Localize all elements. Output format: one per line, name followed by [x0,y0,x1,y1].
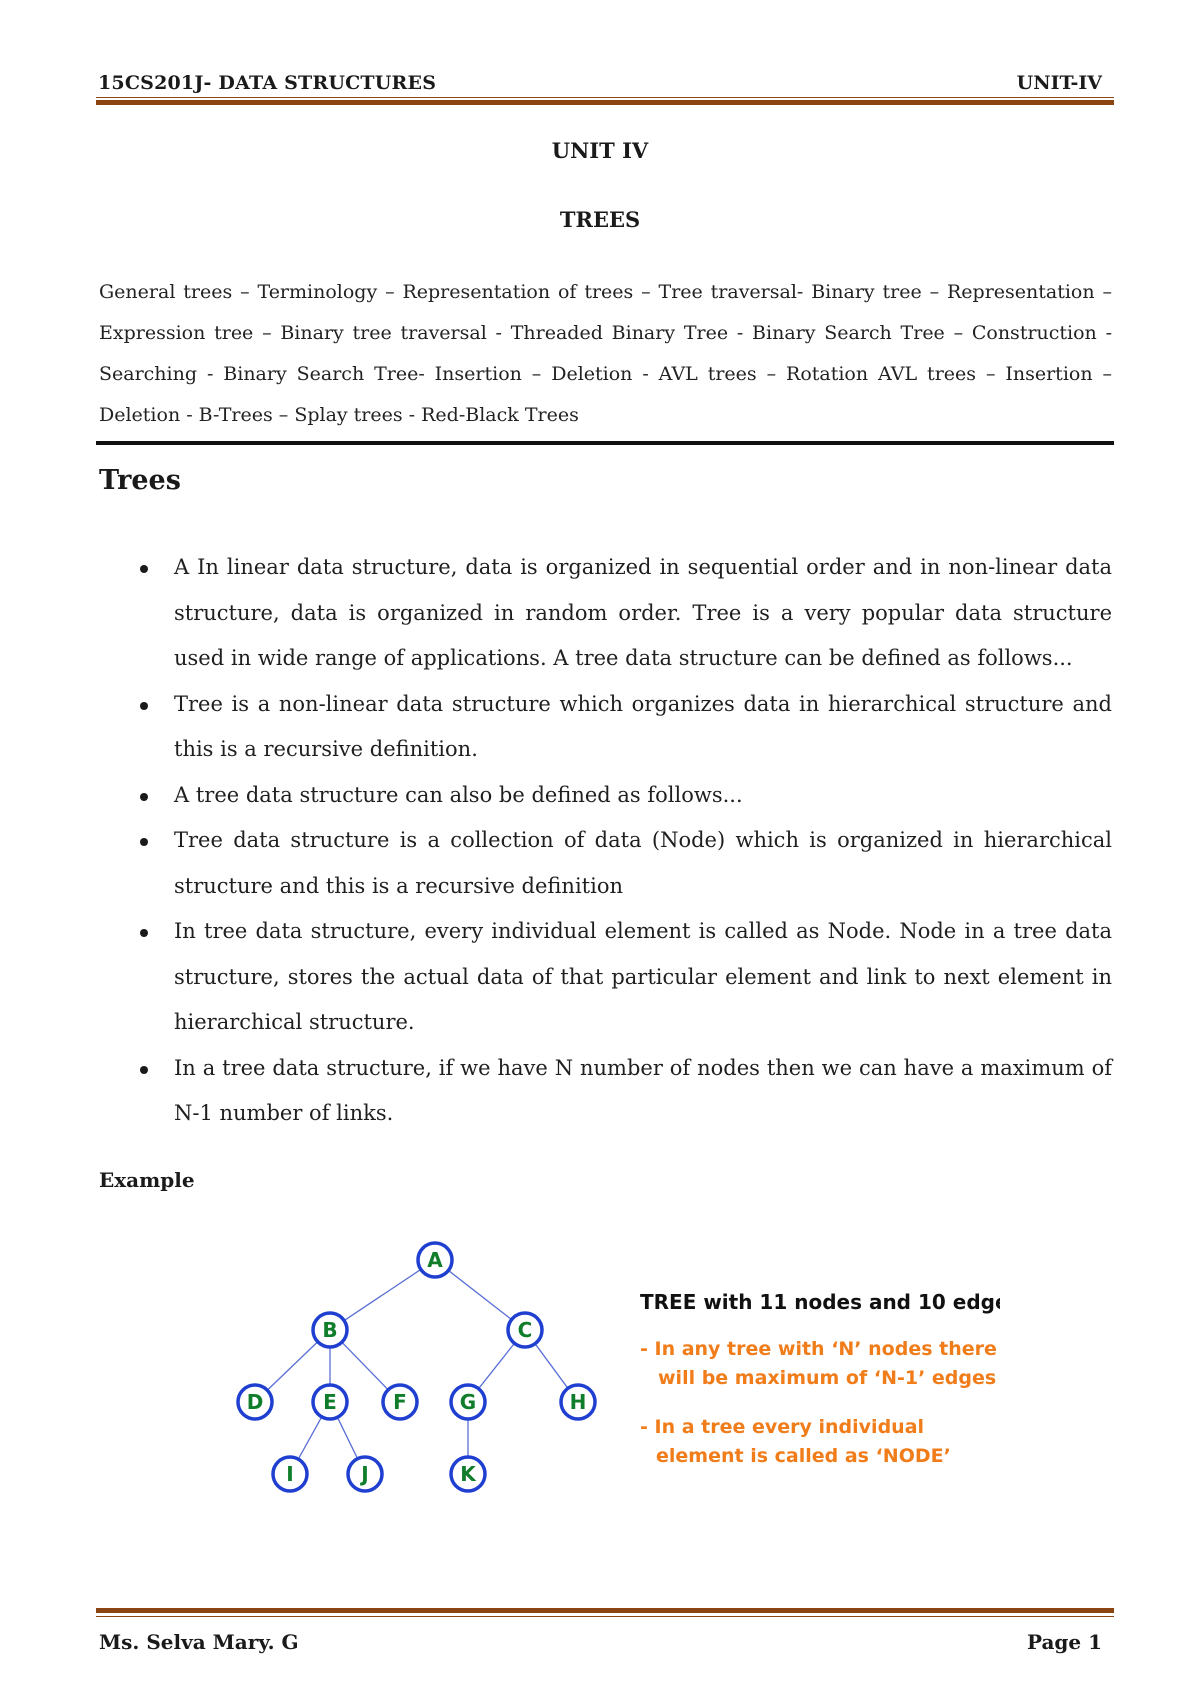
bullet-dot-icon [140,702,148,710]
bullet-dot-icon [140,1066,148,1074]
footer-author: Ms. Selva Mary. G [99,1630,299,1654]
tree-edge-c-h [535,1344,568,1389]
tree-node-label: A [427,1248,443,1272]
header-course: 15CS201J- DATA STRUCTURES [98,72,437,94]
tree-node-label: D [246,1390,264,1414]
bullet-text: Tree is a non-linear data structure which organizes data in hierarchical structure and this is a recursive definition. [174,691,1112,761]
bullet-item [140,818,1112,909]
tree-node-label: C [517,1318,533,1342]
bullet-item [140,682,1112,773]
syllabus-paragraph [99,272,1112,436]
note-line: will be maximum of ‘N-1’ edges [658,1367,997,1389]
bullet-dot-icon [140,929,148,937]
header-unit: UNIT-IV [1016,72,1102,94]
tree-edge-e-i [298,1417,321,1459]
tree-node-i [273,1457,307,1491]
syllabus-line: General trees – Terminology – Representation of trees – Tree traversal- Binary tree – Representation – [99,281,1112,303]
header-divider-thick [96,100,1114,105]
tree-edge-a-b [344,1269,421,1320]
bullet-item [140,773,1112,819]
tree-edges [267,1269,568,1459]
bullet-text: A In linear data structure, data is organized in sequential order and in non-linear data structure, data is organized in random order. Tree is a very popular data structure used in wide range of applications. A tree data structure can be defined as follows... [174,555,1112,670]
note-line: - In a tree every individual [640,1416,925,1438]
tree-caption [640,1290,1000,1467]
syllabus-line: Searching - Binary Search Tree- Insertion – Deletion - AVL trees – Rotation AVL trees – Insertion – [99,363,1112,385]
bullet-text: In a tree data structure, if we have N number of nodes then we can have a maximum of N-1 number of links. [174,1055,1112,1125]
bullet-item [140,1046,1112,1137]
bullet-text: A tree data structure can also be defined as follows... [174,782,743,807]
syllabus-line: Expression tree – Binary tree traversal - Threaded Binary Tree - Binary Search Tree – Construction - [99,322,1112,344]
tree-node-d [238,1385,272,1419]
section-divider [96,441,1114,445]
tree-node-f [383,1385,417,1419]
bullet-dot-icon [140,838,148,846]
tree-edge-b-d [267,1342,317,1390]
syllabus-line: Deletion - B-Trees – Splay trees - Red-Black Trees [99,404,579,426]
tree-node-label: K [460,1462,476,1486]
tree-diagram [220,1230,1000,1530]
tree-node-label: E [323,1390,337,1414]
header-divider-thin [96,97,1114,98]
section-heading: Trees [99,465,181,496]
tree-edge-b-f [342,1342,388,1390]
tree-node-a [418,1243,452,1277]
tree-node-e [313,1385,347,1419]
tree-node-c [508,1313,542,1347]
bullet-list [140,545,1112,1137]
note-line: - In any tree with ‘N’ nodes there [640,1338,997,1360]
tree-node-k [451,1457,485,1491]
footer-divider-thick [96,1608,1114,1613]
unit-title: UNIT IV [551,138,649,163]
tree-node-label: B [322,1318,338,1342]
bullet-item [140,909,1112,1046]
tree-node-j [348,1457,382,1491]
tree-node-b [313,1313,347,1347]
tree-node-label: I [286,1462,294,1486]
tree-node-g [451,1385,485,1419]
bullet-item [140,545,1112,682]
tree-node-label: J [361,1462,369,1486]
tree-edge-e-j [337,1417,357,1458]
tree-node-h [561,1385,595,1419]
example-label: Example [99,1168,195,1192]
footer-divider-thin [96,1616,1114,1617]
bullet-dot-icon [140,565,148,573]
unit-topic: TREES [559,207,641,232]
tree-node-label: F [393,1390,407,1414]
bullet-text: Tree data structure is a collection of data (Node) which is organized in hierarchical structure and this is a recursive definition [174,828,1112,898]
tree-diagram-svg [220,1230,1000,1530]
bullet-dot-icon [140,793,148,801]
tree-edge-a-c [448,1270,511,1319]
caption-title: TREE with 11 nodes and 10 edges [640,1290,1000,1314]
tree-node-label: H [569,1390,587,1414]
footer-page-number: Page 1 [1026,1630,1102,1654]
tree-edge-c-g [479,1343,515,1388]
tree-node-label: G [459,1390,477,1414]
note-line: element is called as ‘NODE’ [656,1445,951,1467]
bullet-text: In tree data structure, every individual element is called as Node. Node in a tree data structure, stores the actual data of that particular element and link to next element in hierarchical structure. [174,919,1112,1034]
